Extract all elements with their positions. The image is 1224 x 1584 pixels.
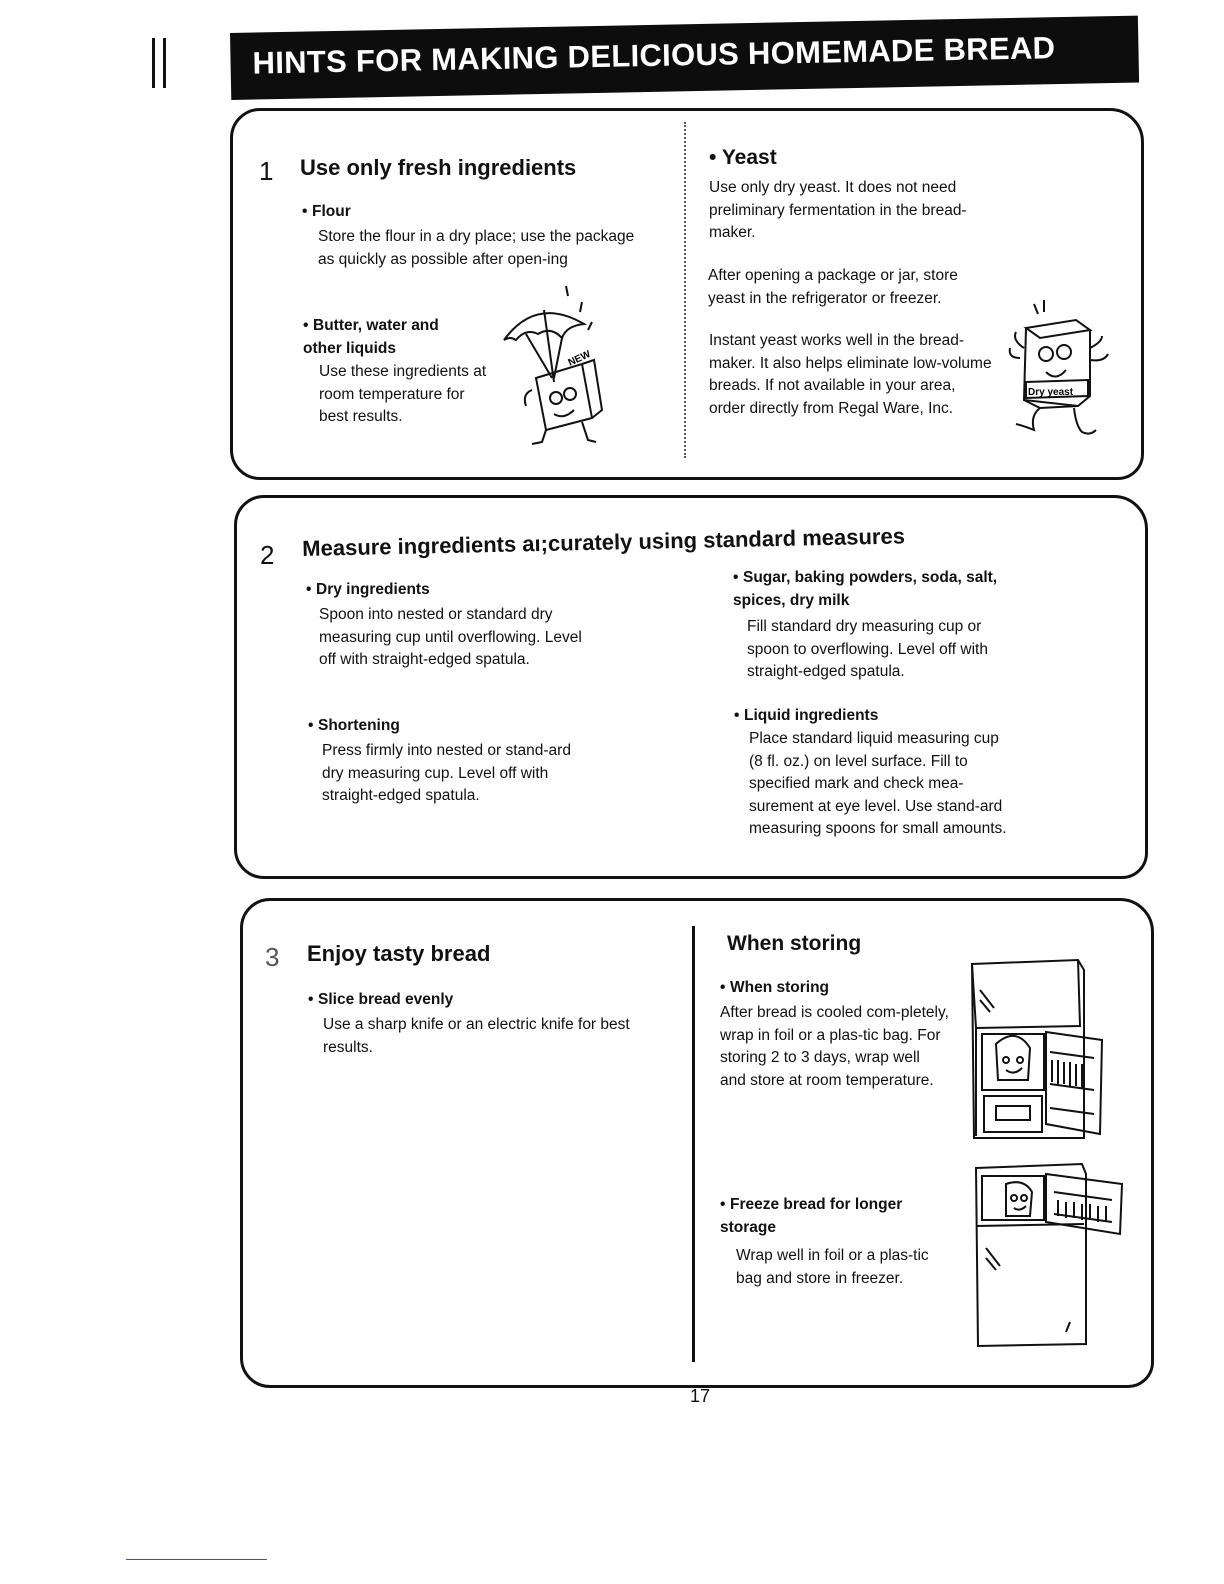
section1-divider	[684, 122, 686, 458]
sugar-text: Fill standard dry measuring cup or spoon to overflowing. Level off with straight-edged spatula.	[747, 618, 988, 680]
liquid-label-row	[734, 704, 878, 727]
yeast-text-1: Use only dry yeast. It does not need preliminary fermentation in the bread-maker.	[709, 179, 967, 241]
yeast-jar-icon	[1004, 296, 1116, 444]
section1-number: 1	[259, 156, 274, 186]
bullet-icon: •	[302, 203, 308, 220]
bullet-icon: •	[709, 146, 722, 169]
section2-heading: Measure ingredients aı;curately using standard measures	[302, 523, 906, 561]
slice-label: Slice bread evenly	[318, 991, 454, 1008]
page-number: 17	[690, 1386, 711, 1406]
freeze-label-row	[720, 1193, 950, 1239]
dry-text: Spoon into nested or standard dry measuring cup until overflowing. Level off with straight-edged spatula.	[319, 606, 582, 668]
section3-heading: Enjoy tasty bread	[307, 941, 491, 966]
dry-label-row	[306, 578, 430, 601]
yeast-text-2: After opening a package or jar, store yeast in the refrigerator or freezer.	[708, 267, 958, 307]
freeze-text: Wrap well in foil or a plas-tic bag and store in freezer.	[736, 1247, 929, 1287]
slice-label-row	[308, 988, 453, 1011]
bullet-icon: •	[303, 317, 309, 334]
liquid-text: Place standard liquid measuring cup (8 fl. oz.) on level surface. Fill to specified mark and check mea-surement at eye level. Use stand-ard measuring spoons for small amounts.	[749, 730, 1007, 837]
storing-label: When storing	[730, 979, 830, 996]
section3-divider	[692, 926, 695, 1362]
yeast-text-3: Instant yeast works well in the bread-maker. It also helps eliminate low-volume breads. If not available in your area, order directly from Regal Ware, Inc.	[709, 332, 992, 417]
shortening-label: Shortening	[318, 717, 400, 734]
refrigerator-icon	[966, 956, 1110, 1144]
flour-text: Store the flour in a dry place; use the package as quickly as possible after open-ing	[318, 228, 635, 268]
dry-label: Dry ingredients	[316, 581, 430, 598]
sugar-label-row	[733, 566, 1021, 612]
freezer-icon	[966, 1162, 1126, 1350]
flour-label: Flour	[312, 203, 351, 220]
flour-label-row	[302, 200, 351, 223]
bullet-icon: •	[720, 979, 726, 996]
shortening-label-row	[308, 714, 400, 737]
storing-heading: When storing	[727, 932, 862, 955]
freeze-label: Freeze bread for longer storage	[720, 1196, 903, 1236]
section1-heading: Use only fresh ingredients	[300, 155, 577, 180]
yeast-jar-label: Dry yeast	[1028, 387, 1074, 398]
storing-label-row	[720, 976, 829, 999]
storing-text: After bread is cooled com-pletely, wrap in foil or a plas-tic bag. For storing 2 to 3 days, wrap well and store at room temperature.	[720, 1004, 949, 1089]
footer-rule	[126, 1559, 267, 1560]
margin-mark	[152, 38, 168, 88]
page-title-banner	[230, 16, 1139, 100]
butter-label-row	[303, 314, 463, 360]
sugar-label: Sugar, baking powders, soda, salt, spices, dry milk	[733, 569, 998, 609]
bullet-icon: •	[733, 569, 739, 586]
carton-label: NEW	[566, 348, 593, 369]
liquid-label: Liquid ingredients	[744, 707, 879, 724]
bullet-icon: •	[734, 707, 740, 724]
yeast-label-row	[709, 146, 777, 170]
bullet-icon: •	[306, 581, 312, 598]
section2-number: 2	[260, 540, 275, 570]
slice-text: Use a sharp knife or an electric knife for best results.	[323, 1016, 630, 1056]
shortening-text: Press firmly into nested or stand-ard dry measuring cup. Level off with straight-edged spatula.	[322, 742, 571, 804]
bullet-icon: •	[720, 1196, 726, 1213]
yeast-label: Yeast	[721, 146, 777, 169]
section3-number: 3	[265, 942, 280, 972]
umbrella-carton-icon	[496, 282, 616, 450]
bullet-icon: •	[308, 717, 314, 734]
page-title: HINTS FOR MAKING DELICIOUS HOMEMADE BREAD	[252, 30, 1056, 81]
butter-text: Use these ingredients at room temperature for best results.	[319, 363, 487, 425]
bullet-icon: •	[308, 991, 314, 1008]
butter-label: Butter, water and other liquids	[303, 317, 439, 357]
